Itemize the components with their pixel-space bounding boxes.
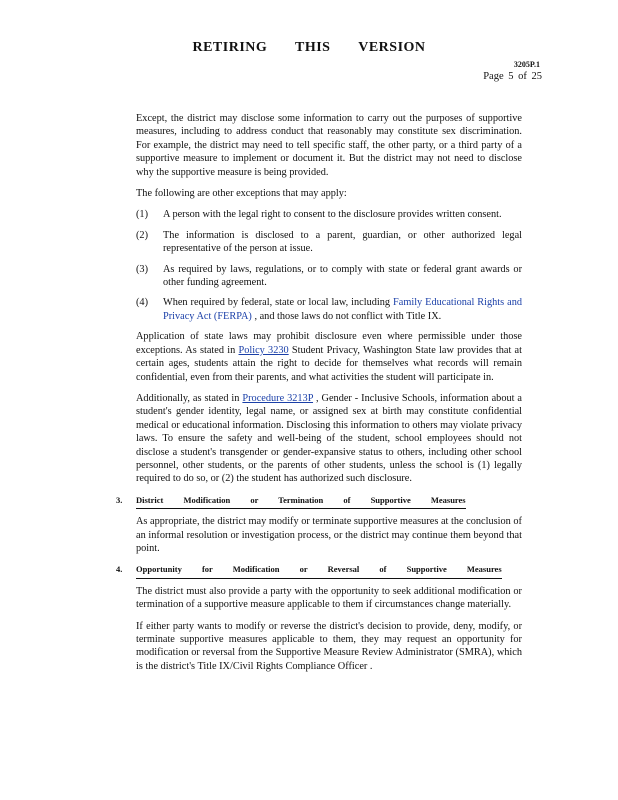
policy-3230-link[interactable]: Policy 3230 <box>238 344 289 356</box>
list-item <box>136 263 522 290</box>
paragraph-gender-inclusive <box>136 392 522 486</box>
list-item-number: (3) <box>136 263 149 275</box>
list-item <box>136 296 522 323</box>
list-item-number: (4) <box>136 297 149 309</box>
page-title: RETIRING THIS VERSION <box>192 40 426 55</box>
section-heading-3 <box>116 494 522 509</box>
paragraph-seek-modification: The district must also provide a party with the opportunity to seek additional modification or termination of a supportive measure applicable to them if circumstances change materially. <box>136 585 522 611</box>
list-item <box>136 208 522 221</box>
paragraph-disclosure-exception: Except, the district may disclose some information to carry out the purposes of supportive measures, including to address conduct that reasonably may constitute sex discrimination. For example, the district may need to tell specific staff, the other party, or a third party of a supportive measure to implement or document it. But the district may not need to disclose why the supportive measure is being provided. <box>136 113 522 178</box>
section-number: 3. <box>116 494 123 505</box>
text-segment: Additionally, as stated in <box>136 392 243 404</box>
list-item-text: As required by laws, regulations, or to comply with state or federal grant awards or other funding agreement. <box>163 263 522 289</box>
text-segment: Student Privacy, Washington State law provides that at certain ages, students attain the right to decide for themselves what records will remain confidential, even from their parents, and what activities the student will participate in. <box>136 344 522 383</box>
list-item-number: (2) <box>136 229 149 241</box>
section-number: 4. <box>116 564 123 575</box>
section-heading-4 <box>116 563 522 578</box>
text-segment: Application of state laws may prohibit disclosure even where permissible under those exceptions. As stated in <box>136 331 522 356</box>
paragraph-request-reversal: If either party wants to modify or reverse the district's decision to provide, deny, modify, or terminate supportive measures applicable to them, they may request an opportunity for modification or reversal from the Supportive Measure Review Administrator (SMRA), which is the district's Title IX/Civil Rights Compliance Officer . <box>136 620 522 672</box>
list-item-text: A person with the legal right to consent to the disclosure provides written consent. <box>163 209 502 221</box>
section-title: Opportunity for Modification or Reversal of Supportive Measures <box>136 563 502 578</box>
exceptions-list <box>136 208 522 323</box>
text-segment: , Gender - Inclusive Schools, information about a student's gender identity, legal name, or assigned sex at birth may constitute confidential medical or educational information. Disclosing this information to others may violate privacy laws. To ensure the safety and well-being of the student, school employees should not disclose a student's transgender or gender-expansive status to others, including other school personnel, other students, or the parents of other students, unless the school is (1) legally required to do so, or (2) the student has authorized such disclosure. <box>136 392 523 485</box>
list-item-text <box>163 296 522 323</box>
page-number: Page 5 of 25 <box>483 71 542 82</box>
procedure-3213p-link[interactable]: Procedure 3213P <box>242 392 314 404</box>
paragraph-district-modification: As appropriate, the district may modify or terminate supportive measures at the conclusion of an informal resolution or investigation process, or the district may continue them beyond that point. <box>136 516 522 554</box>
paragraph-other-exceptions: The following are other exceptions that may apply: <box>136 188 347 200</box>
list-item-text-after: , and those laws do not conflict with Title IX. <box>251 310 442 322</box>
list-item-text-before: When required by federal, state or local law, including <box>163 297 394 309</box>
ferpa-link[interactable]: Family Educational Rights and Privacy Act (FERPA) <box>163 297 522 322</box>
section-title: District Modification or Termination of Supportive Measures <box>136 494 466 509</box>
document-number: 3205P.1 <box>513 60 540 69</box>
document-body <box>116 112 523 681</box>
list-item-text: The information is disclosed to a parent, guardian, or other authorized legal representative of the person at issue. <box>163 229 522 255</box>
list-item-number: (1) <box>136 209 149 221</box>
paragraph-state-laws <box>136 330 522 384</box>
list-item <box>136 229 522 256</box>
